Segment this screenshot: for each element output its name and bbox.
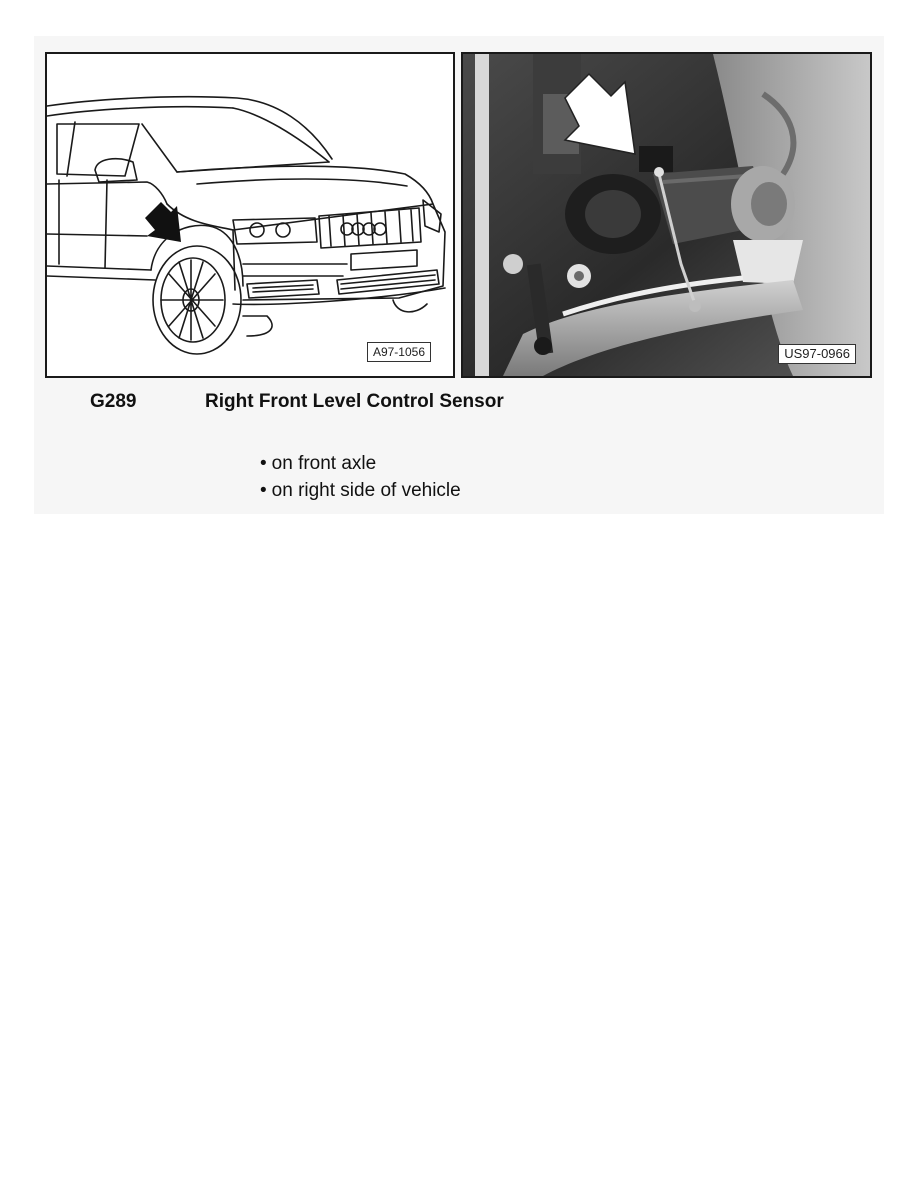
suspension-photo-figure bbox=[461, 52, 872, 378]
component-title: Right Front Level Control Sensor bbox=[205, 391, 504, 412]
component-code: G289 bbox=[90, 391, 137, 412]
list-item bbox=[260, 450, 461, 477]
car-line-drawing bbox=[47, 54, 453, 376]
note-text: on right side of vehicle bbox=[271, 480, 461, 501]
car-illustration-figure bbox=[45, 52, 455, 378]
location-notes bbox=[260, 450, 461, 504]
suspension-photo bbox=[463, 54, 870, 376]
note-text: on front axle bbox=[271, 453, 377, 474]
figure-label: A97-1056 bbox=[367, 342, 431, 362]
arrow-icon bbox=[145, 202, 181, 242]
figure-label: US97-0966 bbox=[778, 344, 856, 364]
list-item bbox=[260, 477, 461, 504]
